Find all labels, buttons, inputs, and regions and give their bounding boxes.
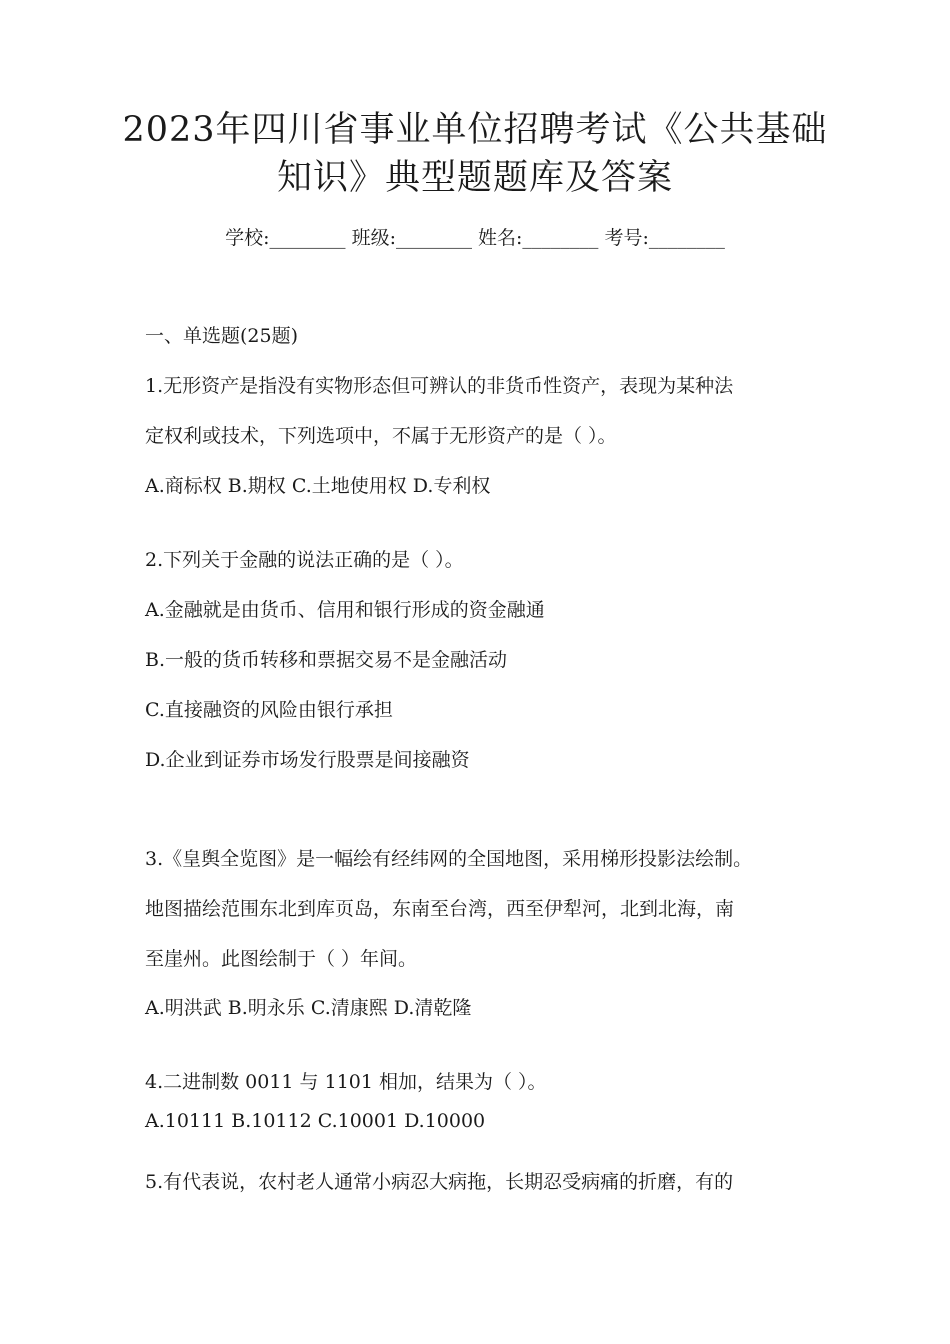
question-2-option-c: C.直接融资的风险由银行承担: [145, 699, 393, 721]
question-5-stem-line-1: 5.有代表说，农村老人通常小病忍大病拖，长期忍受病痛的折磨，有的: [145, 1171, 734, 1193]
question-4-stem: 4.二进制数 0011 与 1101 相加，结果为（ ）。: [145, 1071, 547, 1093]
question-2-option-a: A.金融就是由货币、信用和银行形成的资金融通: [145, 599, 545, 621]
document-title-line-1: 2023年四川省事业单位招聘考试《公共基础: [122, 110, 828, 150]
student-info-line: 学校:________ 班级:________ 姓名:________ 考号:________: [225, 227, 725, 249]
question-1-stem-line-2: 定权利或技术，下列选项中，不属于无形资产的是（ ）。: [145, 425, 617, 447]
question-3-options: A.明洪武 B.明永乐 C.清康熙 D.清乾隆: [145, 997, 472, 1019]
question-3-stem-line-1: 3.《皇舆全览图》是一幅绘有经纬网的全国地图，采用梯形投影法绘制。: [145, 848, 753, 870]
section-heading: 一、单选题(25题): [145, 325, 299, 347]
question-2-option-b: B.一般的货币转移和票据交易不是金融活动: [145, 649, 508, 671]
question-3-stem-line-2: 地图描绘范围东北到库页岛，东南至台湾，西至伊犁河，北到北海，南: [145, 898, 735, 920]
document-title-line-2: 知识》典型题题库及答案: [276, 158, 673, 198]
question-4-options: A.10111 B.10112 C.10001 D.10000: [145, 1110, 486, 1132]
question-1-options: A.商标权 B.期权 C.土地使用权 D.专利权: [145, 475, 491, 497]
question-3-stem-line-3: 至崖州。此图绘制于（ ）年间。: [145, 948, 418, 970]
question-2-option-d: D.企业到证券市场发行股票是间接融资: [145, 749, 470, 771]
question-2-stem: 2.下列关于金融的说法正确的是（ ）。: [145, 549, 464, 571]
question-1-stem-line-1: 1.无形资产是指没有实物形态但可辨认的非货币性资产，表现为某种法: [145, 375, 734, 397]
